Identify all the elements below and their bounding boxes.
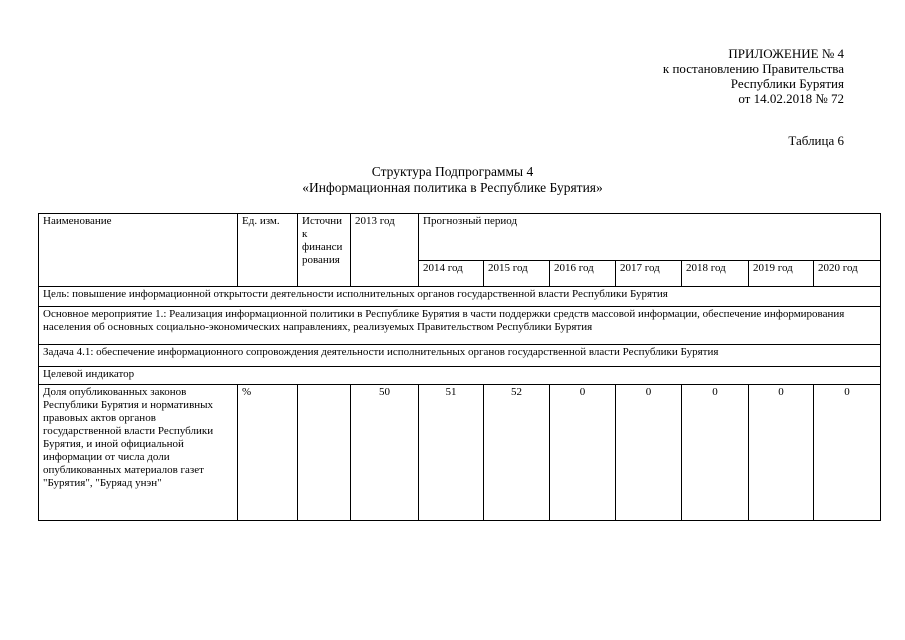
col-header-name: Наименование: [39, 214, 238, 287]
indicator-base-value: 50: [351, 385, 419, 521]
indicator-value: 52: [484, 385, 550, 521]
indicator-heading-row: Целевой индикатор: [39, 367, 881, 385]
col-header-year: 2019 год: [749, 261, 814, 287]
document-header: [663, 46, 844, 106]
indicator-source: [298, 385, 351, 521]
goal-row: Цель: повышение информационной открытости деятельности исполнительных органов государственной власти Республики Бурятия: [39, 287, 881, 307]
title-line: Структура Подпрограммы 4: [371, 164, 534, 179]
col-header-year: 2018 год: [682, 261, 749, 287]
table-row: [39, 385, 881, 521]
col-header-unit: Ед. изм.: [238, 214, 298, 287]
col-header-source: Источник финансирования: [298, 214, 351, 287]
col-header-forecast: Прогнозный период: [419, 214, 881, 261]
indicator-value: 0: [616, 385, 682, 521]
col-header-base-year: 2013 год: [351, 214, 419, 287]
measure-row: Основное мероприятие 1.: Реализация информационной политики в Республике Бурятия в части поддержки средств массовой информации, обеспечение информирования населения об основных социально-экономических направлениях, реализуемых Правительством Республики Бурятия: [39, 307, 881, 345]
indicator-value: 0: [814, 385, 881, 521]
appendix-ref-line: Республики Бурятия: [730, 76, 844, 91]
indicator-value: 0: [749, 385, 814, 521]
col-header-year: 2014 год: [419, 261, 484, 287]
col-header-year: 2017 год: [616, 261, 682, 287]
appendix-number: ПРИЛОЖЕНИЕ № 4: [728, 46, 844, 61]
appendix-date: от 14.02.2018 № 72: [738, 91, 844, 106]
indicator-value: 0: [682, 385, 749, 521]
title-line: «Информационная политика в Республике Бурятия»: [302, 180, 603, 195]
indicator-value: 51: [419, 385, 484, 521]
indicator-value: 0: [550, 385, 616, 521]
appendix-ref-line: к постановлению Правительства: [662, 61, 844, 76]
task-row: Задача 4.1: обеспечение информационного сопровождения деятельности исполнительных органов государственной власти Республики Бурятия: [39, 345, 881, 367]
col-header-year: 2020 год: [814, 261, 881, 287]
indicator-unit: %: [238, 385, 298, 521]
col-header-year: 2016 год: [550, 261, 616, 287]
indicator-name: Доля опубликованных законов Республики Бурятия и нормативных правовых актов органов государственной власти Республики Бурятия, и иной официальной информации от числа доли опубликованных материалов газет "Бурятия", "Буряад унэн": [39, 385, 238, 521]
table-label: Таблица 6: [788, 133, 844, 148]
document-title: [0, 164, 905, 196]
structure-table: [38, 213, 881, 521]
col-header-year: 2015 год: [484, 261, 550, 287]
